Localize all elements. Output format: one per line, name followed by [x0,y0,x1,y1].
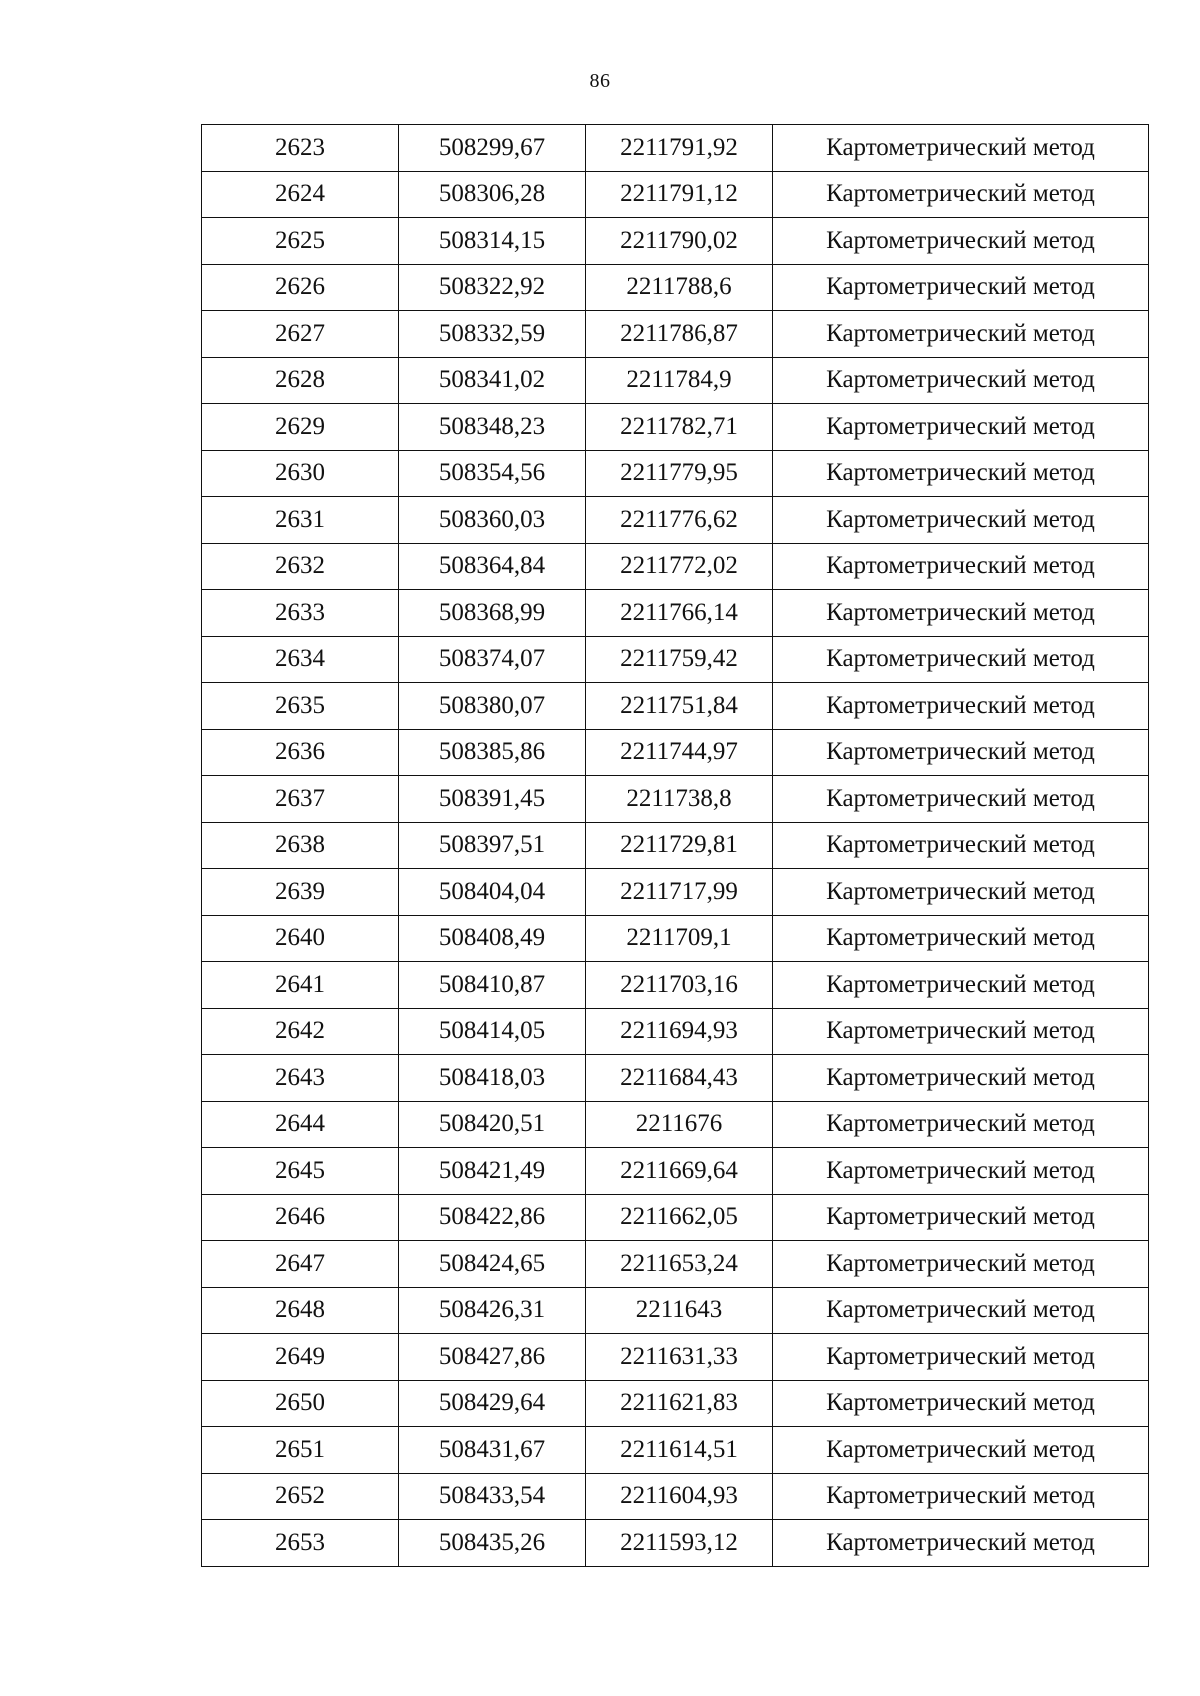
point-number-cell: 2623 [202,125,399,172]
point-number-cell: 2630 [202,450,399,497]
method-cell: Картометрический метод [773,869,1149,916]
point-number-cell: 2640 [202,915,399,962]
table-row [202,1101,1149,1148]
point-number-cell: 2626 [202,264,399,311]
x-coordinate-cell: 508364,84 [399,543,586,590]
y-coordinate-cell: 2211676 [586,1101,773,1148]
point-number-cell: 2647 [202,1241,399,1288]
point-number-cell: 2642 [202,1008,399,1055]
point-number-cell: 2633 [202,590,399,637]
x-coordinate-cell: 508348,23 [399,404,586,451]
point-number-cell: 2643 [202,1055,399,1102]
page-number: 86 [589,70,611,92]
y-coordinate-cell: 2211776,62 [586,497,773,544]
x-coordinate-cell: 508341,02 [399,357,586,404]
method-cell: Картометрический метод [773,1287,1149,1334]
x-coordinate-cell: 508299,67 [399,125,586,172]
table-row [202,264,1149,311]
method-cell: Картометрический метод [773,636,1149,683]
y-coordinate-cell: 2211782,71 [586,404,773,451]
method-cell: Картометрический метод [773,1008,1149,1055]
table-row [202,357,1149,404]
method-cell: Картометрический метод [773,264,1149,311]
y-coordinate-cell: 2211604,93 [586,1473,773,1520]
method-cell: Картометрический метод [773,822,1149,869]
x-coordinate-cell: 508408,49 [399,915,586,962]
y-coordinate-cell: 2211653,24 [586,1241,773,1288]
coordinates-table-body [202,125,1149,1567]
method-cell: Картометрический метод [773,171,1149,218]
method-cell: Картометрический метод [773,1241,1149,1288]
y-coordinate-cell: 2211790,02 [586,218,773,265]
table-row [202,776,1149,823]
point-number-cell: 2653 [202,1520,399,1567]
point-number-cell: 2650 [202,1380,399,1427]
y-coordinate-cell: 2211766,14 [586,590,773,637]
y-coordinate-cell: 2211614,51 [586,1427,773,1474]
y-coordinate-cell: 2211684,43 [586,1055,773,1102]
y-coordinate-cell: 2211643 [586,1287,773,1334]
table-row [202,869,1149,916]
point-number-cell: 2639 [202,869,399,916]
table-row [202,125,1149,172]
point-number-cell: 2628 [202,357,399,404]
point-number-cell: 2645 [202,1148,399,1195]
table-row [202,962,1149,1009]
coordinates-table [201,124,1149,1567]
method-cell: Картометрический метод [773,590,1149,637]
x-coordinate-cell: 508420,51 [399,1101,586,1148]
method-cell: Картометрический метод [773,729,1149,776]
table-row [202,822,1149,869]
x-coordinate-cell: 508404,04 [399,869,586,916]
table-row [202,1148,1149,1195]
point-number-cell: 2625 [202,218,399,265]
point-number-cell: 2637 [202,776,399,823]
y-coordinate-cell: 2211703,16 [586,962,773,1009]
y-coordinate-cell: 2211669,64 [586,1148,773,1195]
point-number-cell: 2624 [202,171,399,218]
x-coordinate-cell: 508427,86 [399,1334,586,1381]
table-row [202,1008,1149,1055]
point-number-cell: 2632 [202,543,399,590]
table-row [202,683,1149,730]
y-coordinate-cell: 2211738,8 [586,776,773,823]
table-row [202,1055,1149,1102]
method-cell: Картометрический метод [773,1194,1149,1241]
x-coordinate-cell: 508414,05 [399,1008,586,1055]
table-row [202,1287,1149,1334]
table-row [202,1520,1149,1567]
method-cell: Картометрический метод [773,1427,1149,1474]
x-coordinate-cell: 508421,49 [399,1148,586,1195]
method-cell: Картометрический метод [773,1334,1149,1381]
y-coordinate-cell: 2211744,97 [586,729,773,776]
table-row [202,729,1149,776]
table-row [202,1380,1149,1427]
x-coordinate-cell: 508397,51 [399,822,586,869]
y-coordinate-cell: 2211717,99 [586,869,773,916]
x-coordinate-cell: 508429,64 [399,1380,586,1427]
table-row [202,915,1149,962]
table-row [202,450,1149,497]
method-cell: Картометрический метод [773,311,1149,358]
point-number-cell: 2638 [202,822,399,869]
y-coordinate-cell: 2211772,02 [586,543,773,590]
point-number-cell: 2652 [202,1473,399,1520]
method-cell: Картометрический метод [773,497,1149,544]
method-cell: Картометрический метод [773,776,1149,823]
method-cell: Картометрический метод [773,1055,1149,1102]
table-row [202,636,1149,683]
y-coordinate-cell: 2211631,33 [586,1334,773,1381]
table-row [202,497,1149,544]
x-coordinate-cell: 508391,45 [399,776,586,823]
table-row [202,1473,1149,1520]
table-row [202,404,1149,451]
method-cell: Картометрический метод [773,962,1149,1009]
point-number-cell: 2644 [202,1101,399,1148]
x-coordinate-cell: 508314,15 [399,218,586,265]
x-coordinate-cell: 508385,86 [399,729,586,776]
y-coordinate-cell: 2211751,84 [586,683,773,730]
point-number-cell: 2649 [202,1334,399,1381]
point-number-cell: 2635 [202,683,399,730]
x-coordinate-cell: 508360,03 [399,497,586,544]
point-number-cell: 2651 [202,1427,399,1474]
x-coordinate-cell: 508433,54 [399,1473,586,1520]
table-row [202,1334,1149,1381]
x-coordinate-cell: 508368,99 [399,590,586,637]
x-coordinate-cell: 508322,92 [399,264,586,311]
point-number-cell: 2646 [202,1194,399,1241]
method-cell: Картометрический метод [773,1520,1149,1567]
y-coordinate-cell: 2211788,6 [586,264,773,311]
point-number-cell: 2629 [202,404,399,451]
y-coordinate-cell: 2211593,12 [586,1520,773,1567]
y-coordinate-cell: 2211759,42 [586,636,773,683]
point-number-cell: 2631 [202,497,399,544]
y-coordinate-cell: 2211784,9 [586,357,773,404]
x-coordinate-cell: 508374,07 [399,636,586,683]
method-cell: Картометрический метод [773,1473,1149,1520]
method-cell: Картометрический метод [773,218,1149,265]
table-row [202,1241,1149,1288]
point-number-cell: 2641 [202,962,399,1009]
x-coordinate-cell: 508426,31 [399,1287,586,1334]
table-row [202,1194,1149,1241]
y-coordinate-cell: 2211662,05 [586,1194,773,1241]
x-coordinate-cell: 508422,86 [399,1194,586,1241]
y-coordinate-cell: 2211786,87 [586,311,773,358]
y-coordinate-cell: 2211729,81 [586,822,773,869]
x-coordinate-cell: 508306,28 [399,171,586,218]
point-number-cell: 2627 [202,311,399,358]
y-coordinate-cell: 2211779,95 [586,450,773,497]
table-row [202,543,1149,590]
x-coordinate-cell: 508435,26 [399,1520,586,1567]
x-coordinate-cell: 508431,67 [399,1427,586,1474]
table-row [202,218,1149,265]
method-cell: Картометрический метод [773,404,1149,451]
method-cell: Картометрический метод [773,357,1149,404]
x-coordinate-cell: 508332,59 [399,311,586,358]
table-row [202,590,1149,637]
method-cell: Картометрический метод [773,1380,1149,1427]
y-coordinate-cell: 2211694,93 [586,1008,773,1055]
x-coordinate-cell: 508354,56 [399,450,586,497]
point-number-cell: 2636 [202,729,399,776]
y-coordinate-cell: 2211791,92 [586,125,773,172]
x-coordinate-cell: 508418,03 [399,1055,586,1102]
method-cell: Картометрический метод [773,543,1149,590]
table-row [202,171,1149,218]
y-coordinate-cell: 2211621,83 [586,1380,773,1427]
method-cell: Картометрический метод [773,125,1149,172]
x-coordinate-cell: 508424,65 [399,1241,586,1288]
x-coordinate-cell: 508410,87 [399,962,586,1009]
table-row [202,311,1149,358]
y-coordinate-cell: 2211791,12 [586,171,773,218]
point-number-cell: 2648 [202,1287,399,1334]
table-row [202,1427,1149,1474]
point-number-cell: 2634 [202,636,399,683]
method-cell: Картометрический метод [773,683,1149,730]
method-cell: Картометрический метод [773,1101,1149,1148]
method-cell: Картометрический метод [773,1148,1149,1195]
method-cell: Картометрический метод [773,450,1149,497]
x-coordinate-cell: 508380,07 [399,683,586,730]
y-coordinate-cell: 2211709,1 [586,915,773,962]
method-cell: Картометрический метод [773,915,1149,962]
